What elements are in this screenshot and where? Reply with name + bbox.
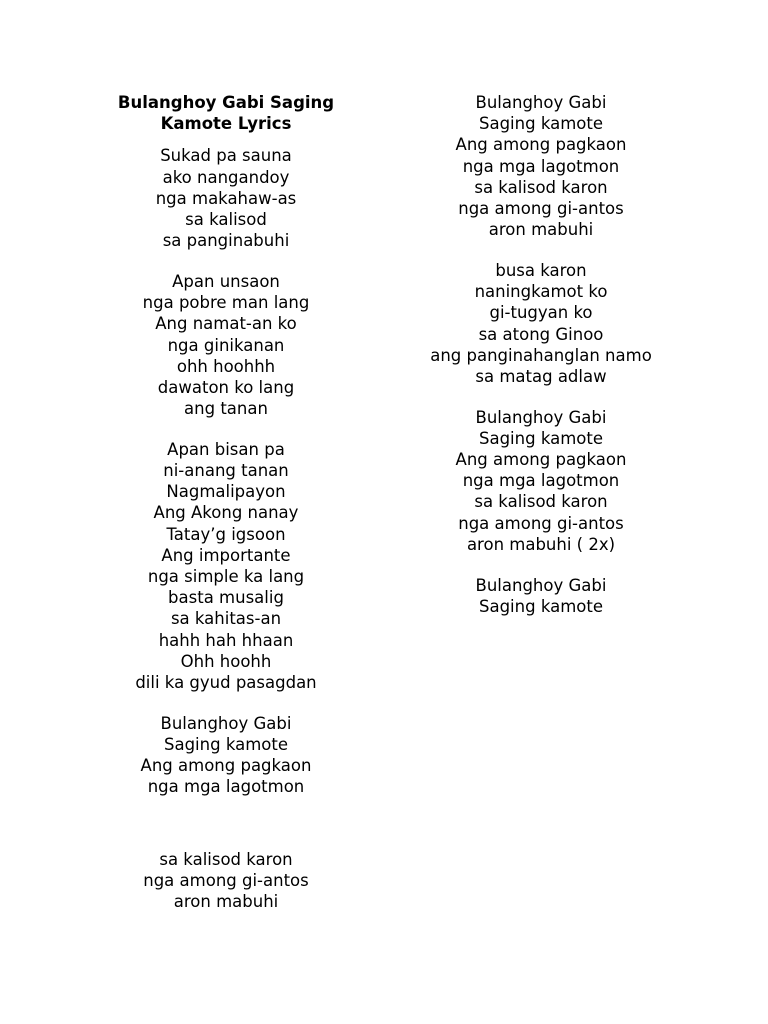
lyric-line: Ang importante [161, 545, 291, 565]
lyric-line: Apan unsaon [172, 271, 280, 291]
lyric-line: nga ginikanan [167, 335, 285, 355]
right-column [410, 92, 672, 636]
lyric-line: Bulanghoy Gabi [160, 713, 292, 733]
lyric-line: Saging kamote [479, 428, 603, 448]
lyrics-title [92, 92, 360, 134]
lyric-line: nga mga lagotmon [462, 156, 620, 176]
lyric-line: sa matag adlaw [475, 366, 607, 386]
lyric-line: aron mabuhi [488, 220, 594, 240]
lyric-line: aron mabuhi [173, 892, 279, 911]
lyric-line: sa kahitas-an [170, 609, 282, 629]
lyric-line: sa kalisod karon [159, 849, 293, 869]
stanza [410, 92, 672, 240]
stanza [92, 271, 360, 419]
lyric-line: nga pobre man lang [142, 293, 310, 313]
lyric-line: nga simple ka lang [147, 567, 305, 587]
lyric-line: Apan bisan pa [167, 439, 285, 459]
lyric-line: ni-anang tanan [163, 461, 289, 481]
lyric-line: basta musalig [168, 588, 284, 608]
lyric-line: Saging kamote [164, 734, 288, 754]
lyric-line: Nagmalipayon [166, 482, 286, 502]
lyric-line: Bulanghoy Gabi [475, 407, 607, 427]
lyric-line: sa kalisod [185, 210, 267, 230]
lyric-line: sa kalisod karon [474, 177, 608, 197]
lyric-line: Tatay’g igsoon [166, 524, 286, 544]
stanza [92, 849, 360, 913]
lyric-line: Sukad pa sauna [160, 146, 292, 166]
stanza [92, 439, 360, 693]
lyric-line: Saging kamote [479, 596, 603, 616]
lyric-line: sa panginabuhi [162, 231, 290, 251]
lyric-line: Saging kamote [479, 114, 603, 134]
title-line: Bulanghoy Gabi Saging [117, 93, 335, 112]
lyric-line: hahh hah hhaan [158, 630, 294, 650]
lyric-line: sa atong Ginoo [478, 324, 604, 344]
stanza [92, 713, 360, 798]
lyric-line: Ang among pagkaon [455, 135, 627, 155]
lyric-line: Ohh hoohh [180, 651, 272, 671]
lyric-line: gi-tugyan ko [489, 303, 593, 323]
lyric-line: ohh hoohhh [176, 356, 276, 376]
lyric-line: nga among gi-antos [143, 870, 309, 890]
lyric-line: aron mabuhi ( 2x) [466, 534, 616, 554]
lyric-line: Bulanghoy Gabi [475, 575, 607, 595]
lyric-line: ang tanan [184, 399, 268, 419]
title-line: Kamote Lyrics [160, 114, 292, 134]
lyric-line: dili ka gyud pasagdan [135, 673, 317, 693]
lyric-line: Ang among pagkaon [455, 450, 627, 470]
lyric-line: Bulanghoy Gabi [475, 93, 607, 112]
lyric-line: Ang namat-an ko [155, 314, 297, 334]
lyric-line: nga among gi-antos [458, 513, 624, 533]
lyric-line: naningkamot ko [474, 282, 608, 302]
left-column [92, 92, 360, 932]
lyric-line: nga among gi-antos [458, 199, 624, 219]
lyric-line: nga makahaw-as [155, 188, 297, 208]
stanza [92, 145, 360, 251]
lyric-line: Ang Akong nanay [153, 503, 299, 523]
lyric-line: ako nangandoy [162, 167, 290, 187]
lyric-line: ang panginahanglan namo [430, 345, 652, 365]
lyric-line: Ang among pagkaon [140, 756, 312, 776]
stanza [410, 407, 672, 555]
lyric-line: busa karon [495, 260, 587, 280]
lyric-line: nga mga lagotmon [462, 471, 620, 491]
stanza [410, 260, 672, 387]
stanza [410, 575, 672, 617]
lyric-line: dawaton ko lang [157, 377, 295, 397]
lyric-line: sa kalisod karon [474, 492, 608, 512]
lyric-line: nga mga lagotmon [147, 777, 305, 797]
